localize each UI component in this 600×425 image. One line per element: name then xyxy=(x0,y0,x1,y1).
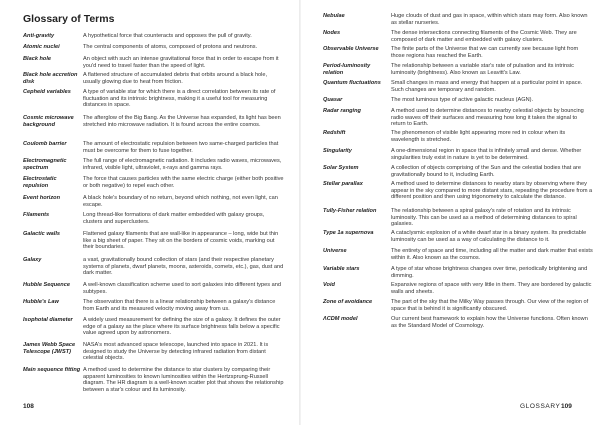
glossary-definition: Flattened galaxy filaments that are wall-like in appearance – long, wide but thin like a big sheet of paper. They sit on the borders of cosmic voids, marking out their boundaries. xyxy=(83,231,279,251)
glossary-definition: The amount of electrostatic repulsion between two same-charged particles that must be overcome for them to fuse together. xyxy=(83,141,279,154)
glossary-definition: Huge clouds of dust and gas in space, within which stars may form. Also known as stellar nurseries. xyxy=(391,13,588,26)
glossary-entry xyxy=(23,231,285,251)
right-page xyxy=(300,0,600,425)
glossary-term: Main sequence fitting xyxy=(23,367,81,373)
page-number-right: 109 xyxy=(561,403,572,410)
glossary-entry xyxy=(323,266,593,279)
glossary-definition: A type of star whose brightness changes over time, periodically brightening and dimming. xyxy=(391,266,588,279)
glossary-entry xyxy=(23,72,285,85)
glossary-entry xyxy=(323,30,593,43)
glossary-definition: A hypothetical force that counteracts and opposes the pull of gravity. xyxy=(83,33,252,39)
glossary-term: Stellar parallax xyxy=(323,181,363,187)
glossary-definition: A type of variable star for which there is a direct correlation between its rate of fluctuation and its intrinsic brightness, making it a useful tool for measuring distances in space. xyxy=(83,89,276,109)
glossary-entry xyxy=(23,115,285,128)
glossary-definition: The full range of electromagnetic radiation. It includes radio waves, microwaves, infrared, visible light, ultraviolet, x-rays and gamma rays. xyxy=(83,158,282,171)
glossary-entry xyxy=(23,257,285,277)
glossary-entry xyxy=(23,56,285,69)
glossary-definition: A flattened structure of accumulated debris that orbits around a black hole, usually glowing due to heat from friction. xyxy=(83,72,268,85)
glossary-definition: Expansive regions of space with very little in them. They are bordered by galactic walls and sheets. xyxy=(391,282,592,295)
glossary-entry xyxy=(323,282,593,295)
glossary-definition: The finite parts of the Universe that we can currently see because light from those regions has reached the Earth. xyxy=(391,46,579,59)
glossary-entry xyxy=(23,176,285,189)
glossary-term: Quasar xyxy=(323,97,343,103)
glossary-entry xyxy=(23,342,285,362)
glossary-definition: A well-known classification scheme used to sort galaxies into different types and subtypes. xyxy=(83,282,281,295)
glossary-entry xyxy=(323,80,593,93)
glossary-definition: The force that causes particles with the same electric charge (either both positive or both negative) to repel each other. xyxy=(83,176,284,189)
glossary-term: Period-luminosity relation xyxy=(323,63,371,76)
glossary-definition: Long thread-like formations of dark matter embedded with galaxy groups, clusters and superclusters. xyxy=(83,212,265,225)
glossary-entry xyxy=(23,44,285,51)
glossary-definition: NASA's most advanced space telescope, launched into space in 2021. It is designed to study the Universe by detecting infrared radiation from distant celestial objects. xyxy=(83,342,269,362)
glossary-definition: A method used to determine distances to nearby stars by observing where they appear in the sky compared to more distant stars, repeating the procedure from a different position and then using trigonometry to calculate the distance. xyxy=(391,181,593,201)
glossary-entry xyxy=(323,108,593,128)
glossary-definition: A method used to determine the distance to star clusters by comparing their apparent luminosities to known luminosities within the Hertzsprung-Russell diagram. The HR diagram is a well-known scatter plot that shows the relationship between a star's colour and its luminosity. xyxy=(83,367,284,393)
glossary-term: Radar ranging xyxy=(323,108,361,114)
glossary-entry xyxy=(23,195,285,208)
glossary-entry xyxy=(23,158,285,171)
glossary-term: James Webb Space Telescope (JWST) xyxy=(23,342,76,355)
glossary-term: Void xyxy=(323,282,335,288)
glossary-term: Observable Universe xyxy=(323,46,379,52)
glossary-entry xyxy=(23,89,285,109)
glossary-term: Nebulae xyxy=(323,13,345,19)
glossary-entry xyxy=(323,316,593,329)
glossary-entry xyxy=(23,317,285,337)
glossary-term: ΛCDM model xyxy=(323,316,358,322)
glossary-term: Cosmic microwave background xyxy=(23,115,74,128)
page-number-left: 108 xyxy=(23,403,34,410)
glossary-entry xyxy=(323,63,593,76)
glossary-entry xyxy=(323,299,593,312)
glossary-term: Anti-gravity xyxy=(23,33,55,39)
glossary-term: Electrostatic repulsion xyxy=(23,176,57,189)
glossary-term: Hubble's Law xyxy=(23,299,59,305)
glossary-entry xyxy=(323,13,593,26)
glossary-definition: The central components of atoms, composed of protons and neutrons. xyxy=(83,44,258,50)
glossary-definition: The phenomenon of visible light appearing more red in colour when its wavelength is stretched. xyxy=(391,130,566,143)
glossary-definition: A cataclysmic explosion of a white dwarf star in a binary system. Its predictable luminosity can be used as a way of calculating the distance to it. xyxy=(391,230,587,243)
glossary-definition: The afterglow of the Big Bang. As the Universe has expanded, its light has been stretched into microwave radiation. It is found across the entire cosmos. xyxy=(83,115,281,128)
glossary-definition: A black hole's boundary of no return, beyond which nothing, not even light, can escape. xyxy=(83,195,278,208)
glossary-definition: A collection of objects comprising of the Sun and the celestial bodies that are gravitationally bound to it, including Earth. xyxy=(391,165,581,178)
glossary-term: Universe xyxy=(323,248,347,254)
glossary-entry xyxy=(323,46,593,59)
glossary-term: Tully-Fisher relation xyxy=(323,208,377,214)
glossary-definition: The most luminous type of active galactic nucleus (AGN). xyxy=(391,97,534,103)
glossary-term: Type 1a supernova xyxy=(323,230,374,236)
glossary-term: Electromagnetic spectrum xyxy=(23,158,67,171)
glossary-term: Variable stars xyxy=(323,266,360,272)
glossary-definition: A widely used measurement for defining the size of a galaxy. It defines the outer edge of a galaxy as the place where its surface brightness falls below a specific value agreed upon by astronomers. xyxy=(83,317,281,337)
glossary-definition: The observation that there is a linear relationship between a galaxy's distance from Earth and its measured velocity moving away from us. xyxy=(83,299,276,312)
glossary-term: Quantum fluctuations xyxy=(323,80,381,86)
glossary-entry xyxy=(23,367,285,393)
glossary-term: Event horizon xyxy=(23,195,60,201)
glossary-term: Atomic nuclei xyxy=(23,44,60,50)
glossary-definition: A one-dimensional region in space that is infinitely small and dense. Whether singularities truly exist in nature is yet to be determined. xyxy=(391,148,582,161)
glossary-entry xyxy=(23,212,285,225)
glossary-entry xyxy=(323,97,593,104)
glossary-definition: A method used to determine distances to nearby celestial objects by bouncing radio waves off their surfaces and measuring how long it takes the signal to return to Earth. xyxy=(391,108,584,128)
glossary-definition: a vast, gravitationally bound collection of stars (and their respective planetary systems of planets, dwarf planets, moons, asteroids, comets, etc.), gas, dust and dark matter. xyxy=(83,257,284,277)
glossary-entry xyxy=(323,130,593,143)
glossary-definition: The entirety of space and time, including all the matter and dark matter that exists within it. Also known as the cosmos. xyxy=(391,248,593,261)
glossary-entry xyxy=(323,230,593,243)
glossary-term: Filaments xyxy=(23,212,50,218)
glossary-term: Nodes xyxy=(323,30,341,36)
glossary-term: Black hole accretion disk xyxy=(23,72,78,85)
glossary-entry xyxy=(323,165,593,178)
glossary-entry xyxy=(23,33,285,40)
glossary-term: Cepheid variables xyxy=(23,89,71,95)
glossary-term: Solar System xyxy=(323,165,359,171)
glossary-definition: The relationship between a variable star's rate of pulsation and its intrinsic luminosity (brightness). Also known as Leavitt's Law. xyxy=(391,63,574,76)
page-title: Glossary of Terms xyxy=(23,13,115,25)
glossary-term: Zone of avoidance xyxy=(323,299,373,305)
glossary-entry xyxy=(323,248,593,261)
glossary-term: Singularity xyxy=(323,148,352,154)
glossary-term: Hubble Sequence xyxy=(23,282,70,288)
glossary-term: Coulomb barrier xyxy=(23,141,67,147)
glossary-entry xyxy=(23,282,285,295)
glossary-definition: Our current best framework to explain how the Universe functions. Often known as the Standard Model of Cosmology. xyxy=(391,316,588,329)
glossary-entry xyxy=(323,148,593,161)
glossary-definition: The dense intersections connecting filaments of the Cosmic Web. They are composed of dark matter and embedded with galaxy clusters. xyxy=(391,30,577,43)
glossary-definition: The part of the sky that the Milky Way passes through. Our view of the region of space that is behind it is significantly obscured. xyxy=(391,299,589,312)
glossary-entry xyxy=(323,208,593,228)
glossary-term: Black hole xyxy=(23,56,51,62)
glossary-term: Isophotal diameter xyxy=(23,317,73,323)
glossary-definition: Small changes in mass and energy that happen at a particular point in space. Such changes are temporary and random. xyxy=(391,80,583,93)
glossary-term: Galactic walls xyxy=(23,231,61,237)
glossary-definition: An object with such an intense gravitational force that in order to escape from it you'd need to travel faster than the speed of light. xyxy=(83,56,279,69)
glossary-term: Galaxy xyxy=(23,257,42,263)
running-head: GLOSSARY xyxy=(520,403,561,410)
glossary-definition: The relationship between a spiral galaxy's rate of rotation and its intrinsic luminosity. This can be used as a method of determining distances to spiral galaxies. xyxy=(391,208,577,228)
glossary-entry xyxy=(323,181,593,201)
glossary-term: Redshift xyxy=(323,130,346,136)
glossary-entry xyxy=(23,299,285,312)
glossary-entry xyxy=(23,141,285,154)
